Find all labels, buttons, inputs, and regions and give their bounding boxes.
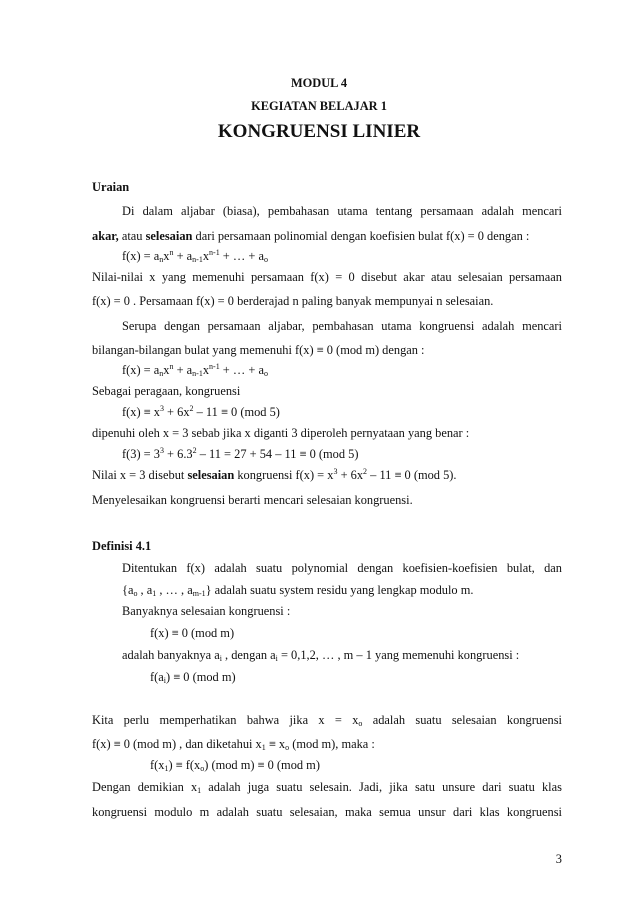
- section-heading-uraian: Uraian: [92, 180, 130, 194]
- page-title: KONGRUENSI LINIER: [217, 121, 421, 142]
- paragraph-line: Menyelesaikan kongruensi berarti mencari selesaian kongruensi.: [92, 493, 413, 507]
- paragraph-line: Serupa dengan persamaan aljabar, pembahasan utama kongruensi adalah mencari: [122, 319, 562, 333]
- page-number: 3: [555, 852, 562, 866]
- paragraph-line: Dengan demikian $x_1$ adalah juga suatu selesain. Jadi, jika satu unsure dari suatu klas: [92, 780, 562, 795]
- definition-line: adalah banyaknya $a_i$ , dengan $a_i = 0,1,2$, … , m – 1 yang memenuhi kongruensi :: [122, 648, 520, 663]
- paragraph-line: dipenuhi oleh x = 3 sebab jika x diganti 3 diperoleh pernyataan yang benar :: [92, 426, 470, 440]
- paragraph-line: Di dalam aljabar (biasa), pembahasan utama tentang persamaan adalah mencari: [122, 204, 562, 218]
- polynomial-formula: $f(x) = a_nx^n + a_{n-1}x^{n-1}$ + … + $a_o$: [122, 362, 268, 378]
- paragraph-line: Nilai-nilai x yang memenuhi persamaan f(x) = 0 disebut akar atau selesaian persamaan: [92, 270, 562, 284]
- paragraph-line: Nilai x = 3 disebut selesaian kongruensi $f(x) = x^3 + 6x^2 - 11 \equiv 0$ (mod 5).: [92, 467, 457, 482]
- congruence-formula: $f(x_1) \equiv f(x_o)$ (mod m) ≡ 0 (mod m): [150, 758, 320, 773]
- paragraph-line: Kita perlu memperhatikan bahwa jika x = $x_o$ adalah suatu selesaian kongruensi: [92, 713, 562, 728]
- polynomial-formula: $f(x) = a_nx^n + a_{n-1}x^{n-1}$ + … + $a_o$: [122, 248, 268, 264]
- paragraph-line: f(x) = 0 . Persamaan f(x) = 0 berderajad n paling banyak mempunyai n selesaian.: [92, 294, 494, 308]
- definition-formula: f(x) ≡ 0 (mod m): [150, 626, 235, 640]
- definition-formula: $f(a_i) \equiv 0$ (mod m): [150, 670, 236, 685]
- definition-line: Ditentukan f(x) adalah suatu polynomial dengan koefisien-koefisien bulat, dan: [122, 561, 562, 575]
- paragraph-line: Sebagai peragaan, kongruensi: [92, 384, 241, 398]
- paragraph-line: bilangan-bilangan bulat yang memenuhi f(x) ≡ 0 (mod m) dengan :: [92, 343, 425, 357]
- paragraph-line: kongruensi modulo m adalah suatu selesaian, maka semua unsur dari klas kongruensi: [92, 805, 562, 819]
- congruence-evaluation: $f(3) = 3^3 + 6.3^2 - 11 = 27 + 54 - 11 \equiv 0$ (mod 5): [122, 446, 359, 461]
- paragraph-line: f(x) ≡ 0 (mod m) , dan diketahui $x_1 \equiv x_o$ (mod m), maka :: [92, 737, 375, 752]
- congruence-formula: $f(x) \equiv x^3 + 6x^2 - 11 \equiv 0$ (mod 5): [122, 404, 280, 419]
- module-label: MODUL 4: [290, 76, 348, 90]
- definition-line: Banyaknya selesaian kongruensi :: [122, 604, 291, 618]
- definition-line: {$a_o$ , $a_1$ , … , $a_{m-1}$} adalah suatu system residu yang lengkap modulo m.: [122, 583, 474, 598]
- paragraph-line: akar, atau selesaian dari persamaan polinomial dengan koefisien bulat f(x) = 0 dengan :: [92, 229, 530, 243]
- activity-label: KEGIATAN BELAJAR 1: [251, 99, 387, 113]
- section-heading-definisi: Definisi 4.1: [92, 539, 152, 553]
